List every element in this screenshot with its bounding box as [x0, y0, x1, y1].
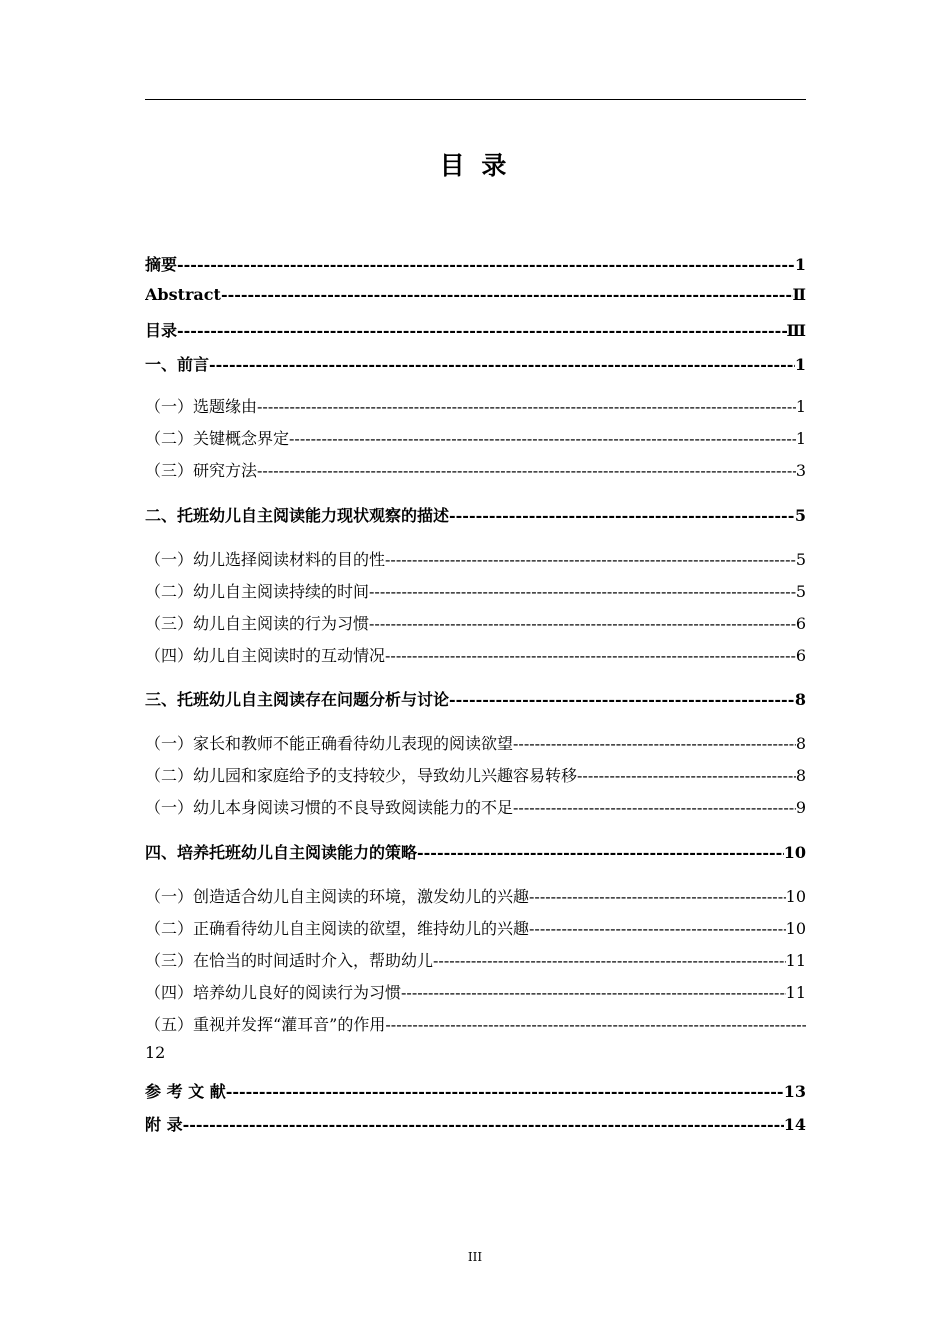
toc-leader-dashes [529, 919, 786, 938]
toc-entry[interactable] [145, 458, 806, 484]
toc-entry[interactable] [145, 840, 806, 866]
toc-entry-label: Abstract [145, 285, 221, 304]
toc-leader-dashes [529, 887, 786, 906]
toc-leader-dashes [221, 285, 793, 304]
toc-leader-dashes [577, 766, 796, 785]
toc-entry-label: 三、托班幼儿自主阅读存在问题分析与讨论 [145, 690, 450, 709]
toc-entry-label: （二）关键概念界定 [145, 429, 290, 448]
toc-entry-label: （一）选题缘由 [145, 397, 258, 416]
toc-entry-page: 9 [795, 798, 806, 817]
toc-entry[interactable] [145, 1112, 806, 1138]
toc-entry-label: （一）家长和教师不能正确看待幼儿表现的阅读欲望 [145, 734, 514, 753]
toc-entry-page: 5 [795, 550, 806, 569]
toc-entry[interactable] [145, 916, 806, 942]
toc-leader-dashes [513, 798, 796, 817]
toc-entry[interactable] [145, 547, 806, 573]
toc-entry[interactable] [145, 426, 806, 452]
toc-title: 目 录 [439, 151, 511, 180]
toc-entry[interactable] [145, 1079, 806, 1105]
toc-entry[interactable] [145, 318, 806, 344]
toc-leader-dashes [257, 397, 796, 416]
toc-entry-label: （二）幼儿自主阅读持续的时间 [145, 582, 370, 601]
toc-entry-page: 1 [794, 355, 806, 374]
toc-entry-label: （四）幼儿自主阅读时的互动情况 [145, 646, 386, 665]
toc-entry-label: （三）在恰当的时间适时介入，帮助幼儿 [145, 951, 434, 970]
toc-entry[interactable] [145, 948, 806, 974]
toc-entry-page: 11 [785, 951, 806, 970]
toc-entry-label: （二）正确看待幼儿自主阅读的欲望，维持幼儿的兴趣 [145, 919, 530, 938]
toc-leader-dashes [513, 734, 796, 753]
toc-entry-label: （一）幼儿选择阅读材料的目的性 [145, 550, 386, 569]
toc-entry[interactable] [145, 285, 806, 311]
toc-entry-page: 1 [795, 429, 806, 448]
toc-entry-label: 附 录 [145, 1115, 183, 1134]
toc-entry[interactable] [145, 763, 806, 789]
toc-entry-page: 10 [785, 919, 806, 938]
toc-entry-page: 1 [795, 397, 806, 416]
toc-entry-page: 14 [783, 1115, 806, 1134]
header-rule [145, 99, 806, 100]
toc-entry-page: Ⅲ [786, 321, 806, 340]
toc-entry-page: 5 [795, 582, 806, 601]
toc-leader-dashes [226, 1082, 784, 1101]
toc-entry[interactable] [145, 884, 806, 910]
toc-entry-page: 8 [795, 734, 806, 753]
toc-entry-page: 6 [795, 646, 806, 665]
toc-entry[interactable] [145, 687, 806, 713]
toc-entry-label: 一、前言 [145, 355, 210, 374]
toc-leader-dashes [401, 983, 786, 1002]
toc-leader-dashes [177, 321, 787, 340]
toc-leader-dashes [369, 582, 796, 601]
toc-entry[interactable] [145, 731, 806, 757]
toc-entry[interactable] [145, 1012, 806, 1038]
toc-leader-dashes [257, 461, 796, 480]
page-footer-number: III [467, 1250, 483, 1264]
toc-leader-dashes [369, 614, 796, 633]
toc-entry-page: 13 [783, 1082, 806, 1101]
toc-entry-label: （三）研究方法 [145, 461, 258, 480]
toc-entry-label: （四）培养幼儿良好的阅读行为习惯 [145, 983, 402, 1002]
toc-entry-label: 摘要 [145, 255, 178, 274]
toc-entry-label: （三）幼儿自主阅读的行为习惯 [145, 614, 370, 633]
toc-entry-page: 10 [785, 887, 806, 906]
toc-entry-page: 8 [794, 690, 806, 709]
toc-leader-dashes [289, 429, 796, 448]
toc-leader-dashes [449, 690, 795, 709]
toc-entry-page: 1 [794, 255, 806, 274]
toc-wrapped-page-number: 12 [145, 1043, 166, 1062]
toc-entry[interactable] [145, 252, 806, 278]
toc-entry-page: Ⅱ [792, 285, 806, 304]
toc-entry-label: （一）幼儿本身阅读习惯的不良导致阅读能力的不足 [145, 798, 514, 817]
toc-entry-page: 8 [795, 766, 806, 785]
toc-entry-label: 目录 [145, 321, 178, 340]
toc-entry-label: 参 考 文 献 [145, 1082, 226, 1101]
toc-entry-page: 6 [795, 614, 806, 633]
toc-entry-page: 5 [794, 506, 806, 525]
toc-entry[interactable] [145, 980, 806, 1006]
toc-entry[interactable] [145, 611, 806, 637]
toc-leader-dashes [385, 1015, 806, 1034]
toc-entry-label: 二、托班幼儿自主阅读能力现状观察的描述 [145, 506, 450, 525]
toc-entry-label: （五）重视并发挥“灌耳音”的作用 [145, 1015, 386, 1034]
toc-entry-page: 11 [785, 983, 806, 1002]
toc-leader-dashes [177, 255, 795, 274]
toc-leader-dashes [433, 951, 786, 970]
toc-entry-page: 3 [795, 461, 806, 480]
toc-leader-dashes [209, 355, 795, 374]
toc-leader-dashes [449, 506, 795, 525]
toc-entry-label: 四、培养托班幼儿自主阅读能力的策略 [145, 843, 418, 862]
toc-entry-label: （二）幼儿园和家庭给予的支持较少，导致幼儿兴趣容易转移 [145, 766, 578, 785]
toc-leader-dashes [183, 1115, 784, 1134]
toc-leader-dashes [385, 646, 796, 665]
toc-leader-dashes [385, 550, 796, 569]
toc-entry[interactable] [145, 503, 806, 529]
toc-entry[interactable] [145, 394, 806, 420]
toc-entry-label: （一）创造适合幼儿自主阅读的环境，激发幼儿的兴趣 [145, 887, 530, 906]
toc-entry[interactable] [145, 352, 806, 378]
toc-leader-dashes [417, 843, 784, 862]
toc-entry[interactable] [145, 579, 806, 605]
toc-entry[interactable] [145, 795, 806, 821]
toc-entry-page: 10 [783, 843, 806, 862]
toc-entry[interactable] [145, 643, 806, 669]
